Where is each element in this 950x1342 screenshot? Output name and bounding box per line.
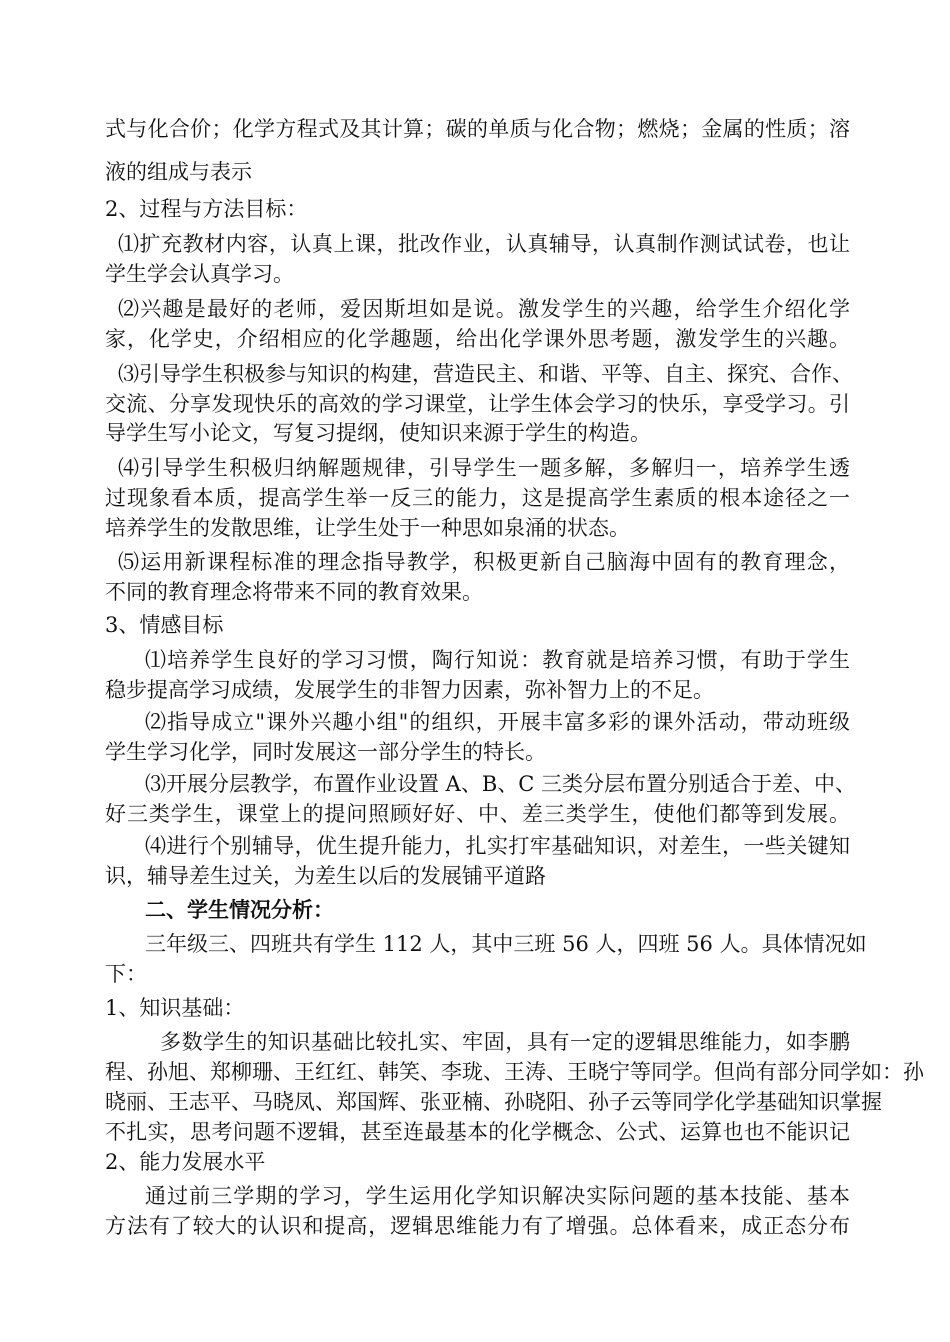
continuation-line-1: 式与化合价；化学方程式及其计算；碳的单质与化合物；燃烧；金属的性质；溶 (105, 117, 850, 141)
emotion-item-4-line-2: 识，辅导差生过关，为差生以后的发展铺平道路 (105, 864, 546, 888)
emotion-item-1-line-1: ⑴培养学生良好的学习习惯，陶行知说：教育就是培养习惯，有助于学生 (145, 648, 850, 672)
process-item-5-line-2: 不同的教育理念将带来不同的教育效果。 (105, 580, 483, 604)
emotion-item-1-line-2: 稳步提高学习成绩，发展学生的非智力因素，弥补智力上的不足。 (105, 678, 714, 702)
process-heading: 2、过程与方法目标： (105, 197, 308, 221)
process-item-3-line-3: 导学生写小论文，写复习提纲，使知识来源于学生的构造。 (105, 421, 651, 445)
knowledge-line-1: 多数学生的知识基础比较扎实、牢固，具有一定的逻辑思维能力，如李鹏 (160, 1030, 850, 1054)
process-item-2-line-1: ⑵兴趣是最好的老师，爱因斯坦如是说。激发学生的兴趣，给学生介绍化学 (118, 297, 850, 321)
knowledge-line-3: 晓丽、王志平、马晓凤、郑国辉、张亚楠、孙晓阳、孙子云等同学化学基础知识掌握 (105, 1090, 882, 1114)
process-item-4-line-2: 过现象看本质，提高学生举一反三的能力，这是提高学生素质的根本途径之一 (105, 486, 850, 510)
emotion-item-2-line-2: 学生学习化学，同时发展这一部分学生的特长。 (105, 740, 546, 764)
process-item-2-line-2: 家，化学史，介绍相应的化学趣题，给出化学课外思考题，激发学生的兴趣。 (105, 327, 850, 351)
knowledge-line-2: 程、孙旭、郑柳珊、王红红、韩笑、李珑、王涛、王晓宁等同学。但尚有部分同学如：孙 (105, 1060, 924, 1084)
section-2-title: 二、学生情况分析： (145, 898, 334, 922)
class-info-line-2: 下： (105, 962, 147, 986)
process-item-5-line-1: ⑸运用新课程标准的理念指导教学，积极更新自己脑海中固有的教育理念， (118, 550, 850, 574)
ability-line-2: 方法有了较大的认识和提高，逻辑思维能力有了增强。总体看来，成正态分布 (105, 1214, 850, 1238)
continuation-line-2: 液的组成与表示 (105, 160, 252, 184)
process-item-3-line-2: 交流、分享发现快乐的高效的学习课堂，让学生体会学习的快乐，享受学习。引 (105, 392, 850, 416)
knowledge-line-4: 不扎实，思考问题不逻辑，甚至连最基本的化学概念、公式、运算也也不能识记 (105, 1120, 850, 1144)
ability-line-1: 通过前三学期的学习，学生运用化学知识解决实际问题的基本技能、基本 (145, 1184, 850, 1208)
knowledge-heading: 1、知识基础： (105, 996, 245, 1020)
process-item-1-line-1: ⑴扩充教材内容，认真上课，批改作业，认真辅导，认真制作测试试卷，也让 (118, 232, 850, 256)
emotion-item-2-line-1: ⑵指导成立"课外兴趣小组"的组织，开展丰富多彩的课外活动，带动班级 (145, 710, 850, 734)
class-info-line-1: 三年级三、四班共有学生 112 人，其中三班 56 人，四班 56 人。具体情况如 (145, 932, 867, 956)
emotion-item-4-line-1: ⑷进行个别辅导，优生提升能力，扎实打牢基础知识，对差生，一些关键知 (145, 834, 850, 858)
ability-heading: 2、能力发展水平 (105, 1150, 266, 1174)
process-item-4-line-1: ⑷引导学生积极归纳解题规律，引导学生一题多解，多解归一，培养学生透 (118, 456, 850, 480)
process-item-4-line-3: 培养学生的发散思维，让学生处于一种思如泉涌的状态。 (105, 516, 630, 540)
emotion-item-3-line-1: ⑶开展分层教学，布置作业设置 A、B、C 三类分层布置分别适合于差、中、 (145, 772, 857, 796)
process-item-1-line-2: 学生学会认真学习。 (105, 262, 294, 286)
process-item-3-line-1: ⑶引导学生积极参与知识的构建，营造民主、和谐、平等、自主、探究、合作、 (118, 362, 853, 386)
emotion-heading: 3、情感目标 (105, 613, 224, 637)
emotion-item-3-line-2: 好三类学生，课堂上的提问照顾好好、中、差三类学生，使他们都等到发展。 (105, 802, 850, 826)
